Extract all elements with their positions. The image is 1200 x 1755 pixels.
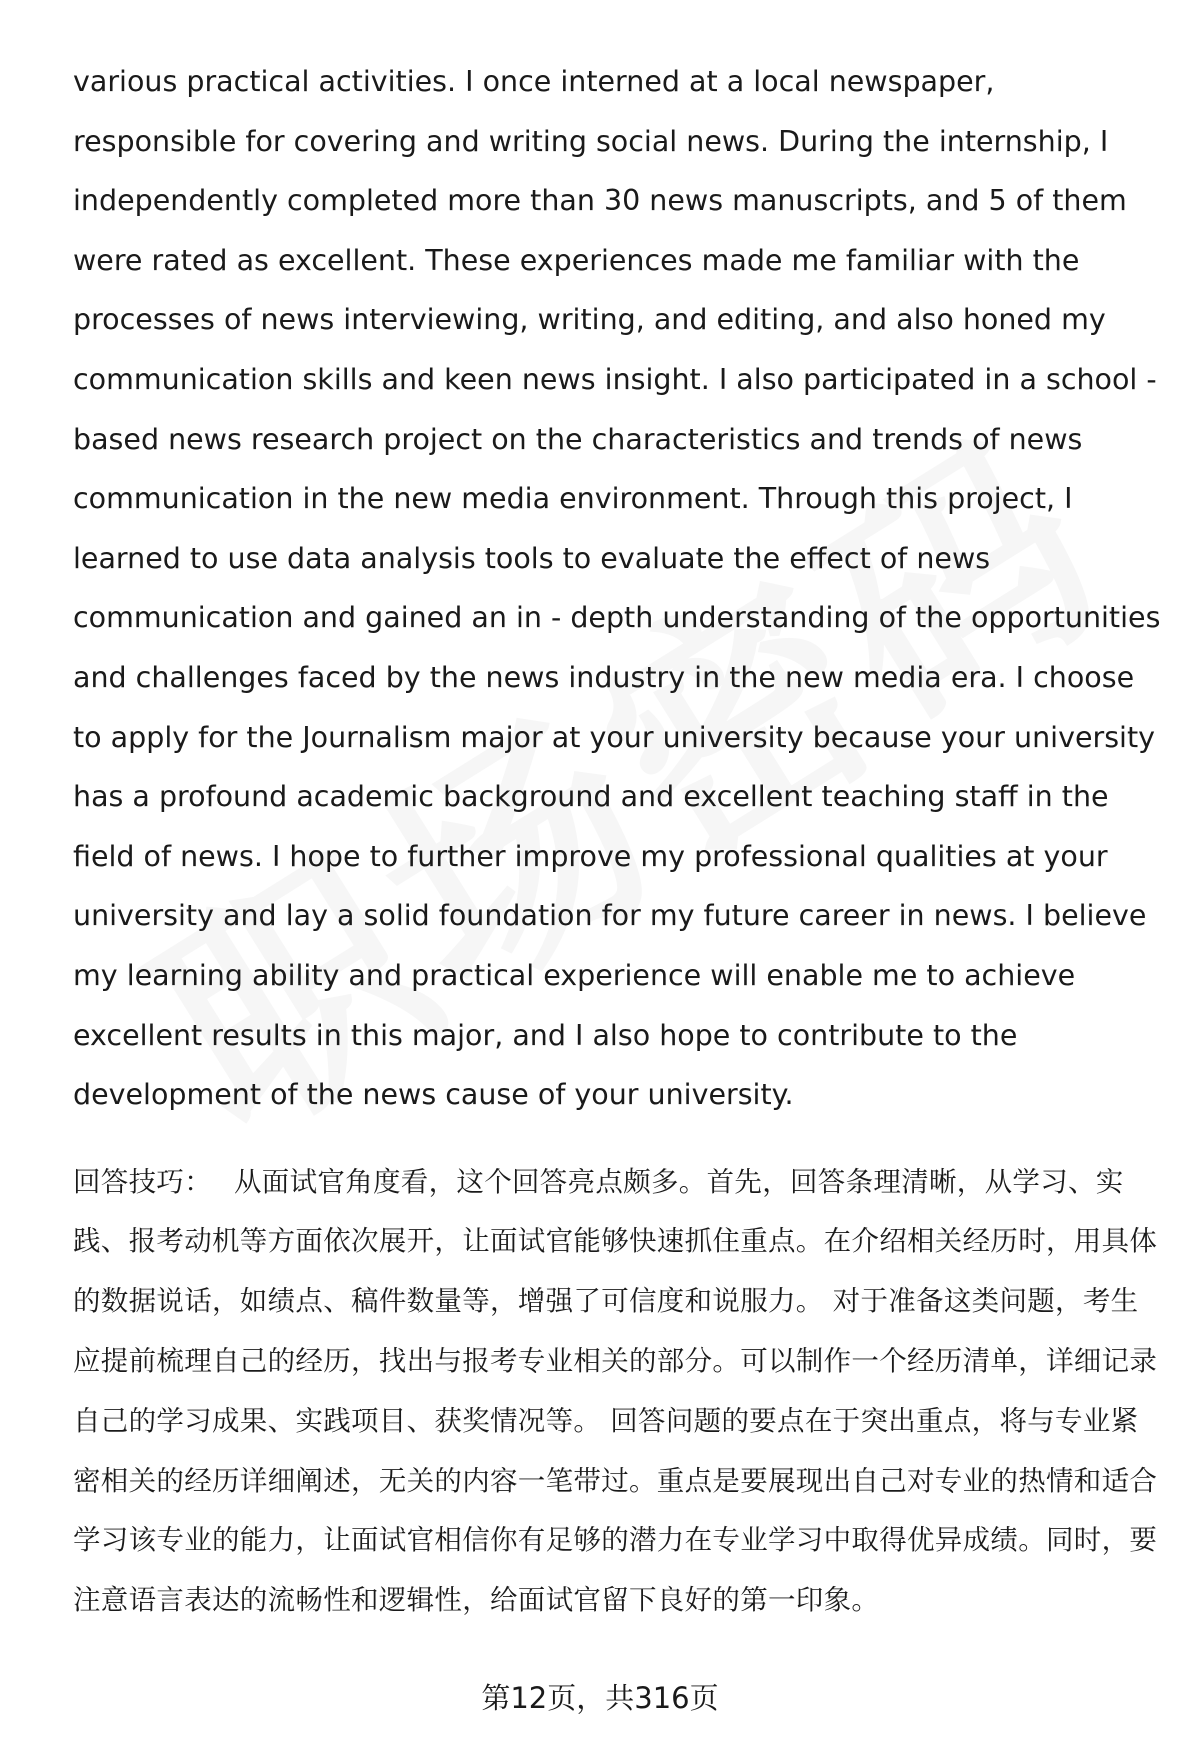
page-number: 第12页，共316页 — [481, 1681, 719, 1715]
answer-tips-text: 从面试官角度看，这个回答亮点颇多。首先，回答条理清晰，从学习、实践、报考动机等方面依次展开，让面试官能够快速抓住重点。在介绍相关经历时，用具体的数据说话，如绩点、稿件数量等，增强了可信度和说服力。 对于准备这类问题，考生应提前梳理自己的经历，找出与报考专业相关的部分。可以制作一个经历清单，详细记录自己的学习成果、实践项目、获奖情况等。 回答问题的要点在于突出重点，将与专业紧密相关的经历详细阐述，无关的内容一笔带过。重点是要展现出自己对专业的热情和适合学习该专业的能力，让面试官相信你有足够的潜力在专业学习中取得优异成绩。同时，要注意语言表达的流畅性和逻辑性，给面试官留下良好的第一印象。 — [73, 1165, 1158, 1617]
answer-tips-paragraph — [73, 1153, 1163, 1631]
answer-tips-label: 回答技巧： — [73, 1165, 212, 1198]
essay-paragraph: various practical activities. I once interned at a local newspaper, responsible for covering and writing social news. During the internship, I independently completed more than 30 news manuscripts, and 5 of them were rated as excellent. These experiences made me familiar with the processes of news interviewing, writing, and editing, and also honed my communication skills and keen news insight. I also participated in a school - based news research project on the characteristics and trends of news communication in the new media environment. Through this project, I learned to use data analysis tools to evaluate the effect of news communication and gained an in - depth understanding of the opportunities and challenges faced by the news industry in the new media era. I choose to apply for the Journalism major at your university because your university has a profound academic background and excellent teaching staff in the field of news. I hope to further improve my professional qualities at your university and lay a solid foundation for my future career in news. I believe my learning ability and practical experience will enable me to achieve excellent results in this major, and I also hope to contribute to the development of the news cause of your university. — [73, 65, 1161, 1112]
page-content — [73, 52, 1163, 1631]
page-footer — [0, 1678, 1200, 1718]
